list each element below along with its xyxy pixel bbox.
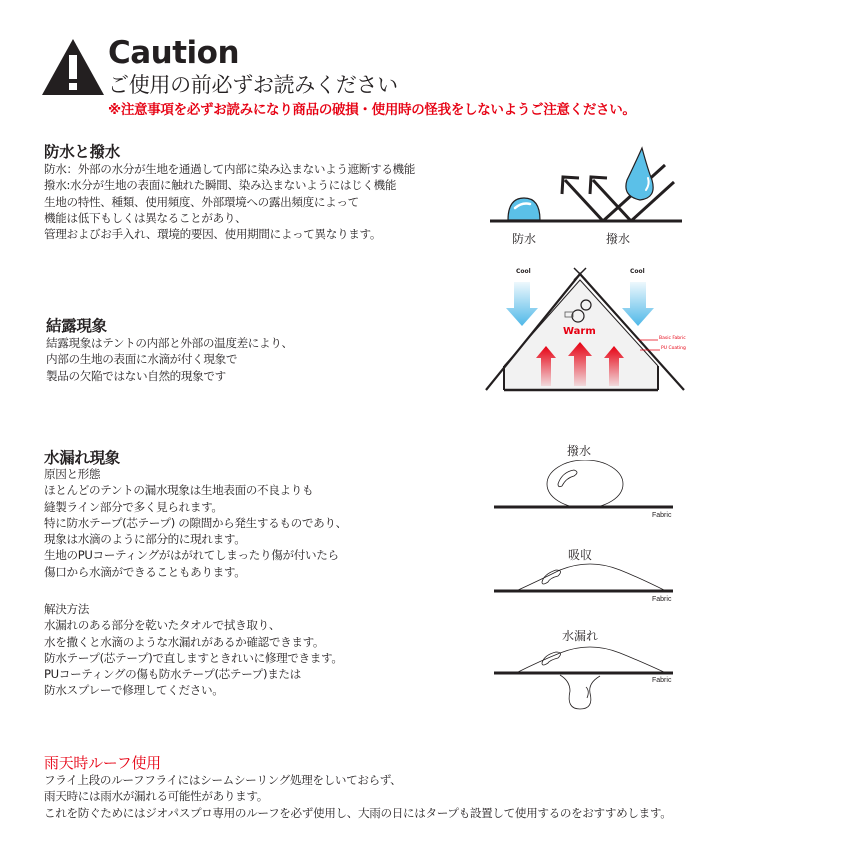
basic-fabric-label: Basic Fabric [659,336,686,341]
text-line: 製品の欠陥ではない自然的現象です [46,368,226,383]
condensation-section-title: 結露現象 [46,317,107,335]
read-before-use-subtitle: ご使用の前必ずお読みください [108,73,398,97]
leak-solution [44,601,343,699]
absorb-diagram-label: 吸収 [568,548,593,562]
text-line: 結露現象はテントの内部と外部の温度差により、 [46,336,293,350]
text-line: 防水：外部の水分が生地を通過して内部に染み込まないよう遮断する機能 [44,162,416,176]
text-line: 生地の特性、種類、使用頻度、外部環境への露出頻度によって [44,194,359,209]
warm-label: Warm [563,326,596,337]
repel-diagram [490,460,690,510]
cool-label-right: Cool [630,268,645,275]
rain-roof-description [44,772,671,821]
rain-roof-section-title: 雨天時ルーフ使用 [44,754,161,772]
text-line: これを防ぐためにはジオパスプロ専用のルーフを必ず使用し、大雨の日にはタープも設置して使用するのをおすすめします。 [44,805,672,820]
text-line: 機能は低下もしくは異なることがあり、 [44,210,247,225]
text-line: PUコーティングの傷も防水テープ(芯テープ)または [44,667,301,682]
text-line: 管理およびお手入れ、環境的要因、使用期間によって異なります。 [44,227,382,242]
fabric-label: Fabric [652,677,672,684]
caution-notice: ※注意事項を必ずお読みになり商品の破損・使用時の怪我をしないようご注意ください。 [108,102,636,118]
text-line: 内部の生地の表面に水滴が付く現象で [46,352,238,367]
text-line: フライ上段のルーフフライにはシームシーリング処理をしいておらず、 [44,773,402,787]
text-line: 撥水:水分が生地の表面に触れた瞬間、染み込まないようにはじく機能 [44,178,397,193]
text-line: 特に防水テープ(芯テープ) の隙間から発生するものであり、 [44,515,347,530]
text-line: 防水スプレーで修理してください。 [44,683,224,698]
text-line: 生地のPUコーティングがはがれてしまったり傷が付いたら [44,548,339,563]
absorb-diagram [490,560,690,595]
fabric-label: Fabric [652,596,672,603]
leak-diagram-label: 水漏れ [562,629,599,643]
text-line: 雨天時には雨水が漏れる可能性があります。 [44,789,268,804]
leak-section-title: 水漏れ現象 [44,449,121,467]
leak-cause [44,466,347,580]
text-line: 水を撒くと水滴のような水漏れがあるか確認できます。 [44,634,325,649]
warning-triangle-icon [41,38,105,96]
caution-title: Caution [108,35,240,71]
text-line: 水漏れのある部分を乾いたタオルで拭き取り、 [44,618,281,633]
text-line: 縫製ライン部分で多く見られます。 [44,499,223,514]
solution-heading: 解決方法 [44,602,89,616]
fabric-label: Fabric [652,512,672,519]
waterproof-section-title: 防水と撥水 [44,143,121,161]
waterproof-description [44,161,415,242]
waterproof-figure-label: 防水 [512,232,537,246]
repel-diagram-label: 撥水 [567,444,592,458]
cool-label-left: Cool [516,268,531,275]
condensation-description [46,335,293,384]
text-line: 傷口から水滴ができることもあります。 [44,564,246,579]
cause-heading: 原因と形態 [44,467,101,481]
text-line: ほとんどのテントの漏水現象は生地表面の不良よりも [44,483,314,498]
pu-coating-label: PU Coating [661,346,686,351]
text-line: 現象は水滴のように部分的に現れます。 [44,532,246,547]
repellent-figure-label: 撥水 [606,232,631,246]
text-line: 防水テープ(芯テープ)で直しますときれいに修理できます。 [44,650,343,665]
